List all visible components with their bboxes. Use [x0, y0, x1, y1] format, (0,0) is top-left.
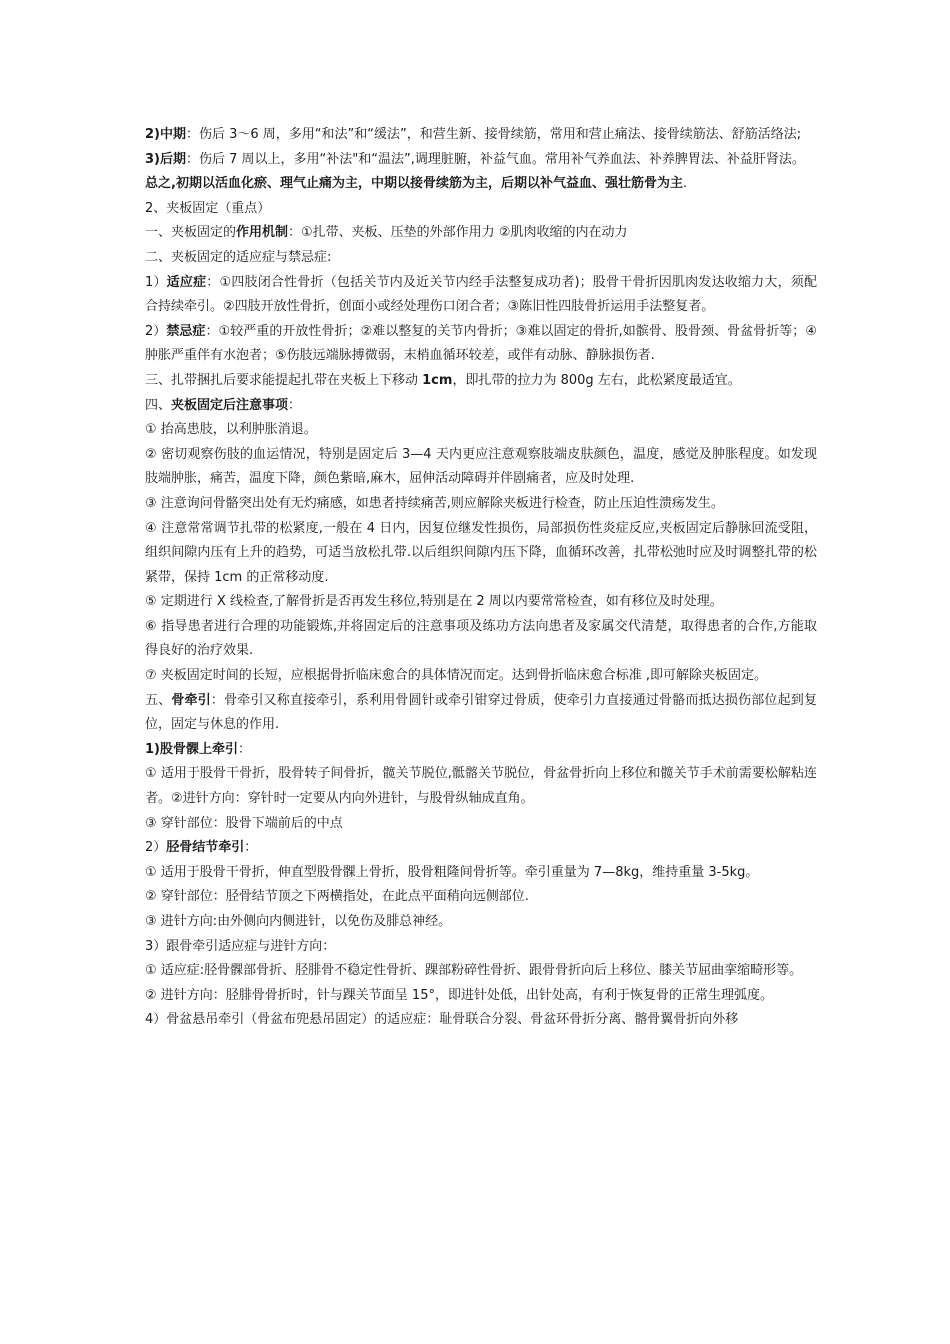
- paragraph: [145, 935, 817, 960]
- text-run: ② 密切观察伤肢的血运情况，特别是固定后 3—4 天内更应注意观察肢端皮肤颜色，温度，感觉及肿胀程度。如发现肢端肿胀，痛苦，温度下降，颜色紫暗,麻木，屈伸活动障碍并伴剧痛者，应及时处理.: [145, 446, 817, 487]
- paragraph: [145, 738, 817, 763]
- text-run: ：①扎带、夹板、压垫的外部作用力 ②肌肉收缩的内在动力: [288, 225, 628, 241]
- text-run: ③ 注意询问骨骼突出处有无灼痛感，如患者持续痛苦,则应解除夹板进行检查，防止压迫性溃疡发生。: [145, 495, 724, 511]
- text-run: ① 抬高患肢，以利肿胀消退。: [145, 422, 317, 438]
- paragraph: [145, 689, 817, 738]
- paragraph: [145, 664, 817, 689]
- text-run: ⑤ 定期进行 X 线检查,了解骨折是否再发生移位,特别是在 2 周以内要常常检查，如有移位及时处理。: [145, 594, 723, 610]
- paragraph: [145, 984, 817, 1009]
- paragraph: [145, 369, 817, 394]
- text-run: .: [682, 176, 688, 192]
- text-run: ：伤后 3～6 周，多用“和法”和“缓法”，和营生新、接骨续筋，常用和营止痛法、接骨续筋法、舒筋活络法;: [186, 127, 802, 142]
- text-run: ：: [238, 741, 252, 757]
- text-run: ⑦ 夹板固定时间的长短，应根据骨折临床愈合的具体情况而定。达到骨折临床愈合标准 ,即可解除夹板固定。: [145, 668, 768, 684]
- text-run: 3）跟骨牵引适应症与进针方向：: [145, 938, 336, 954]
- paragraph: [145, 443, 817, 492]
- paragraph: [145, 615, 817, 664]
- paragraph: [145, 246, 817, 271]
- paragraph: [145, 812, 817, 837]
- paragraph: [145, 221, 817, 246]
- paragraph: [145, 197, 817, 222]
- bold-text: 3)后期: [145, 151, 186, 167]
- bold-text: 作用机制: [236, 225, 289, 241]
- paragraph: [145, 910, 817, 935]
- text-run: ② 穿针部位：胫骨结节顶之下两横指处，在此点平面稍向远侧部位.: [145, 889, 529, 905]
- text-run: ：伤后 7 周以上，多用“补法"和“温法”,调理脏腑，补益气血。常用补气养血法、补养脾胃法、补益肝肾法。: [186, 151, 805, 167]
- paragraph: [145, 148, 817, 173]
- paragraph: [145, 885, 817, 910]
- paragraph: [145, 590, 817, 615]
- paragraph: [145, 959, 817, 984]
- text-run: ④ 注意常常调节扎带的松紧度,一般在 4 日内，因复位继发性损伤，局部损伤性炎症反应,夹板固定后静脉回流受阻，组织间隙内压有上升的趋势，可适当放松扎带.以后组织间隙内压下降，血循环改善，扎带松弛时应及时调整扎带的松紧带，保持 1cm 的正常移动度.: [145, 520, 817, 585]
- paragraph: [145, 172, 817, 197]
- text-run: ，即扎带的拉力为 800g 左右，此松紧度最适宜。: [452, 372, 741, 388]
- paragraph: [145, 762, 817, 811]
- bold-text: 2)中期: [145, 127, 186, 142]
- paragraph: [145, 492, 817, 517]
- text-run: ③ 穿针部位：股骨下端前后的中点: [145, 815, 343, 831]
- paragraph: [145, 123, 817, 148]
- bold-text: 骨牵引: [171, 692, 211, 708]
- bold-text: 适应症: [166, 274, 207, 290]
- text-run: ：: [288, 397, 302, 413]
- paragraph: [145, 271, 817, 320]
- text-run: 2）: [145, 323, 167, 339]
- paragraph: [145, 394, 817, 419]
- bold-text: 1)股骨髁上牵引: [145, 741, 238, 757]
- text-run: ：①四肢闭合性骨折（包括关节内及近关节内经手法整复成功者)；股骨干骨折因肌肉发达收缩力大，须配合持续牵引。②四肢开放性骨折，创面小或经处理伤口闭合者；③陈旧性四肢骨折运用手法整复者。: [145, 274, 817, 315]
- paragraph: [145, 1008, 817, 1033]
- text-run: 一、夹板固定的: [145, 225, 237, 241]
- text-run: 2）: [145, 840, 167, 856]
- text-run: 1）: [145, 274, 167, 290]
- text-run: 4）骨盆悬吊牵引（骨盆布兜悬吊固定）的适应症：耻骨联合分裂、骨盆环骨折分离、髂骨翼骨折向外移: [145, 1012, 739, 1028]
- text-run: 二、夹板固定的适应症与禁忌症:: [145, 249, 332, 265]
- text-run: ③ 进针方向:由外侧向内侧进针，以免伤及腓总神经。: [145, 914, 452, 929]
- text-run: ：骨牵引又称直接牵引，系利用骨圆针或牵引钳穿过骨质，使牵引力直接通过骨骼而抵达损伤部位起到复位，固定与休息的作用.: [145, 692, 817, 733]
- paragraph: [145, 418, 817, 443]
- bold-text: 胫骨结节牵引: [166, 840, 245, 856]
- text-run: 四、: [145, 397, 172, 413]
- text-run: ② 进针方向：胫腓骨骨折时，针与踝关节面呈 15°，即进针处低，出针处高，有利于恢复骨的正常生理弧度。: [145, 987, 773, 1003]
- text-run: 2、夹板固定（重点）: [145, 200, 271, 216]
- paragraph: [145, 836, 817, 861]
- text-run: 三、扎带捆扎后要求能提起扎带在夹板上下移动: [145, 372, 423, 388]
- text-run: ① 适用于股骨干骨折，股骨转子间骨折，髋关节脱位,骶髂关节脱位，骨盆骨折向上移位和髋关节手术前需要松解粘连者。②进针方向：穿针时一定要从内向外进针，与股骨纵轴成直角。: [145, 766, 817, 807]
- text-run: 五、: [145, 692, 172, 708]
- bold-text: 总之,初期以活血化瘀、理气止痛为主，中期以接骨续筋为主，后期以补气益血、强壮筋骨为主: [145, 176, 683, 192]
- text-run: ① 适用于股骨干骨折，伸直型股骨髁上骨折，股骨粗隆间骨折等。牵引重量为 7—8kg，维持重量 3-5kg。: [145, 864, 759, 880]
- paragraph: [145, 861, 817, 886]
- text-run: ⑥ 指导患者进行合理的功能锻炼,并将固定后的注意事项及练功方法向患者及家属交代清楚，取得患者的合作,方能取得良好的治疗效果.: [145, 618, 817, 659]
- bold-text: 1cm: [422, 372, 453, 388]
- text-run: ① 适应症:胫骨髁部骨折、胫腓骨不稳定性骨折、踝部粉碎性骨折、跟骨骨折向后上移位、膝关节屈曲挛缩畸形等。: [145, 963, 803, 979]
- paragraph: [145, 320, 817, 369]
- text-run: ：①较严重的开放性骨折；②难以整复的关节内骨折；③难以固定的骨折,如髌骨、股骨颈、骨盆骨折等；④肿胀严重伴有水泡者；⑤伤肢远端脉搏微弱，末梢血循环较差，或伴有动脉、静脉损伤者.: [145, 323, 817, 364]
- paragraph: [145, 517, 817, 591]
- bold-text: 禁忌症: [166, 323, 206, 339]
- document-body: [145, 123, 817, 1033]
- bold-text: 夹板固定后注意事项: [171, 397, 289, 413]
- text-run: ：: [244, 840, 258, 856]
